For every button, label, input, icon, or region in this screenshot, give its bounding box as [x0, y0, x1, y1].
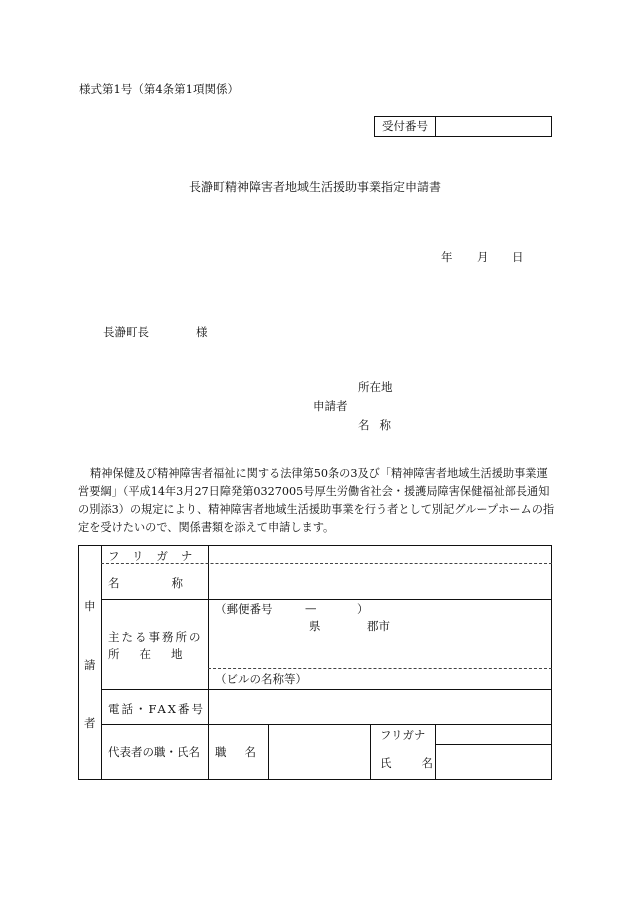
furigana-label: フリガナ — [108, 549, 206, 563]
receipt-number-field[interactable] — [436, 117, 551, 136]
side-label-sei: 請 — [84, 658, 96, 672]
addressee-honorific: 様 — [196, 325, 208, 339]
name-label: 名称 — [108, 576, 235, 590]
name-field[interactable] — [209, 564, 552, 599]
phone-fax-field[interactable] — [209, 690, 552, 724]
applicant-name-label: 名称 — [358, 418, 401, 432]
date-month-label: 月 — [477, 250, 489, 264]
office-label-line1: 主たる事務所の — [108, 630, 203, 644]
date-day-label: 日 — [512, 250, 524, 264]
form-number: 様式第1号（第4条第1項関係） — [79, 82, 239, 96]
applicant-info-table — [78, 545, 552, 780]
postal-code-dash: — — [305, 601, 317, 615]
document-title: 長瀞町精神障害者地域生活援助事業指定申請書 — [188, 180, 441, 194]
addressee-name: 長瀞町長 — [103, 325, 149, 339]
position-label: 職名 — [215, 745, 274, 759]
side-label-shin: 申 — [84, 599, 96, 613]
applicant-address-label: 所在地 — [358, 380, 393, 394]
postal-code-label: （郵便番号 — [215, 602, 273, 616]
applicant-label: 申請者 — [313, 399, 348, 413]
receipt-number-label: 受付番号 — [375, 117, 436, 136]
furigana-field[interactable] — [209, 546, 552, 563]
rep-name-field[interactable] — [436, 745, 552, 779]
prefecture-label: 県 — [309, 619, 321, 633]
position-field[interactable] — [269, 725, 370, 779]
rep-furigana-field[interactable] — [436, 725, 552, 744]
side-label-sha: 者 — [84, 716, 96, 730]
representative-label: 代表者の職・氏名 — [108, 745, 200, 759]
rep-name-label: 氏名 — [380, 756, 463, 770]
phone-fax-label: 電話・FAX番号 — [108, 702, 205, 716]
date-year-label: 年 — [441, 250, 453, 264]
rep-furigana-label: フリガナ — [380, 728, 426, 742]
office-label-line2: 所在地 — [108, 647, 203, 661]
receipt-number-box — [374, 116, 552, 137]
county-city-label: 郡市 — [367, 619, 390, 633]
office-address-field[interactable] — [209, 600, 552, 668]
postal-code-close: ） — [357, 602, 369, 616]
application-statement: 精神保健及び精神障害者福祉に関する法律第50条の3及び「精神障害者地域生活援助事業運営要綱」（平成14年3月27日障発第0327005号厚生労働省社会・援護局障害保健福祉部長通知の別添3）の規定により、精神障害者地域生活援助事業を行う者として別記グループホームの指定を受けたいので、関係書類を添えて申請します。 — [78, 467, 555, 534]
building-name-label: （ビルの名称等） — [215, 672, 307, 686]
